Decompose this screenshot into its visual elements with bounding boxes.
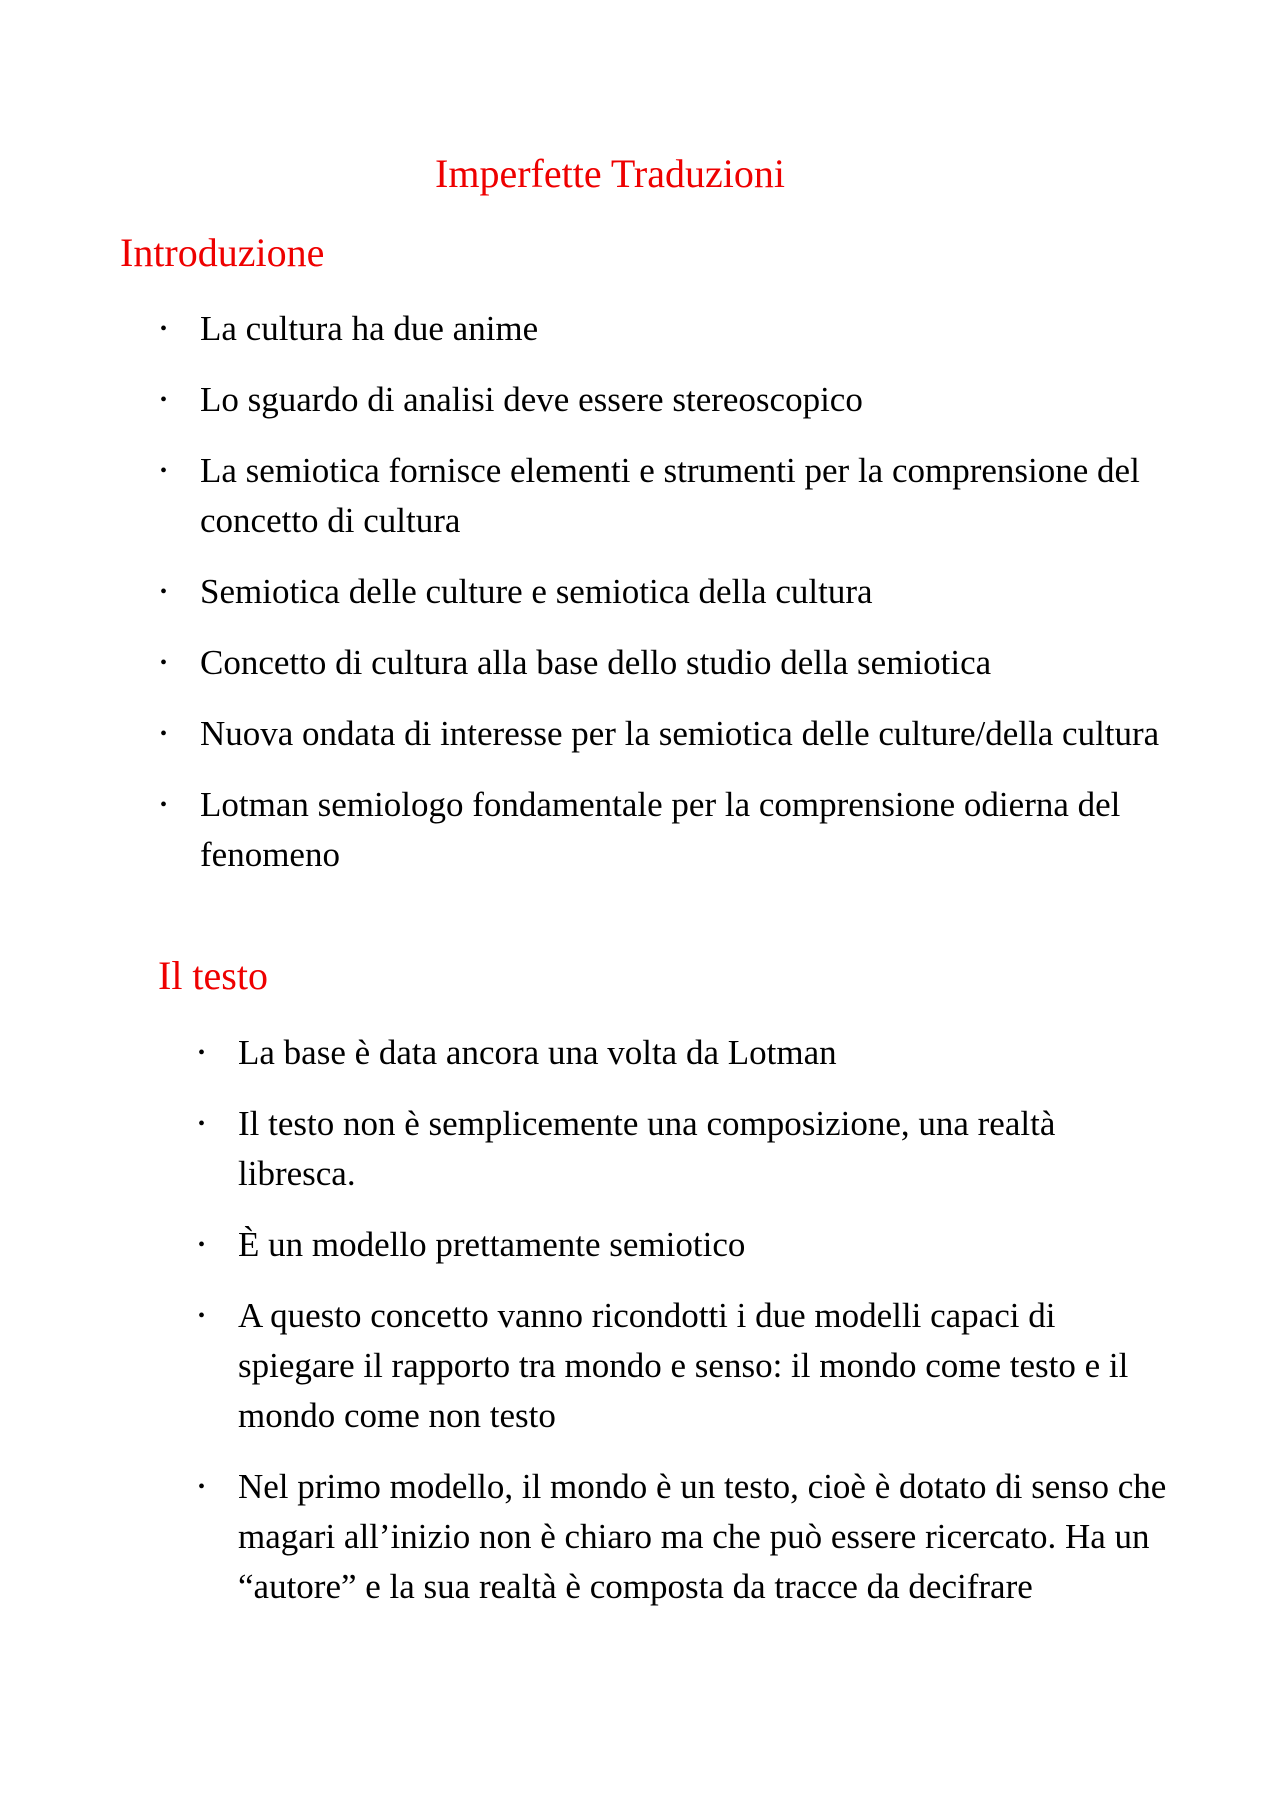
list-item: [198, 1099, 1168, 1199]
section-heading-il-testo: Il testo: [158, 953, 268, 998]
list-item: [198, 1028, 1168, 1078]
list-item-text: La cultura ha due anime: [200, 309, 539, 348]
list-item: [160, 375, 1160, 425]
list-item-text: Semiotica delle culture e semiotica della cultura: [200, 572, 873, 611]
list-item: [160, 567, 1160, 617]
list-item: [160, 304, 1160, 354]
list-item-text: Nel primo modello, il mondo è un testo, cioè è dotato di senso che magari all’inizio non è chiaro ma che può essere ricercato. Ha un “autore” e la sua realtà è composta da tracce da decifrare: [238, 1467, 1167, 1606]
list-item-text: Lo sguardo di analisi deve essere stereoscopico: [200, 380, 863, 419]
list-item: [198, 1291, 1168, 1441]
bullet-icon: •: [198, 1234, 206, 1256]
bullet-icon: •: [198, 1113, 206, 1135]
section-heading-introduzione: Introduzione: [120, 230, 325, 275]
list-item: [198, 1462, 1168, 1612]
bullet-icon: •: [160, 723, 168, 745]
list-item-text: È un modello prettamente semiotico: [238, 1225, 746, 1264]
list-item: [160, 638, 1160, 688]
bullet-icon: •: [160, 460, 168, 482]
bullet-icon: •: [160, 581, 168, 603]
bullet-icon: •: [160, 389, 168, 411]
bullet-icon: •: [160, 318, 168, 340]
list-item: [160, 709, 1160, 759]
bullet-list-introduzione: [160, 304, 1160, 901]
list-item-text: Il testo non è semplicemente una composizione, una realtà libresca.: [238, 1104, 1056, 1193]
bullet-icon: •: [198, 1305, 206, 1327]
list-item-text: Nuova ondata di interesse per la semiotica delle culture/della cultura: [200, 714, 1160, 753]
list-item-text: La semiotica fornisce elementi e strumenti per la comprensione del concetto di cultura: [200, 451, 1140, 540]
bullet-icon: •: [160, 652, 168, 674]
list-item-text: A questo concetto vanno ricondotti i due modelli capaci di spiegare il rapporto tra mondo e senso: il mondo come testo e il mondo come non testo: [238, 1296, 1129, 1435]
bullet-icon: •: [198, 1042, 206, 1064]
list-item-text: La base è data ancora una volta da Lotman: [238, 1033, 837, 1072]
list-item-text: Concetto di cultura alla base dello studio della semiotica: [200, 643, 992, 682]
bullet-icon: •: [198, 1476, 206, 1498]
list-item: [198, 1220, 1168, 1270]
list-item: [160, 446, 1160, 546]
list-item-text: Lotman semiologo fondamentale per la comprensione odierna del fenomeno: [200, 785, 1121, 874]
bullet-icon: •: [160, 794, 168, 816]
bullet-list-il-testo: [198, 1028, 1168, 1633]
list-item: [160, 780, 1160, 880]
document-title: Imperfette Traduzioni: [435, 151, 785, 196]
